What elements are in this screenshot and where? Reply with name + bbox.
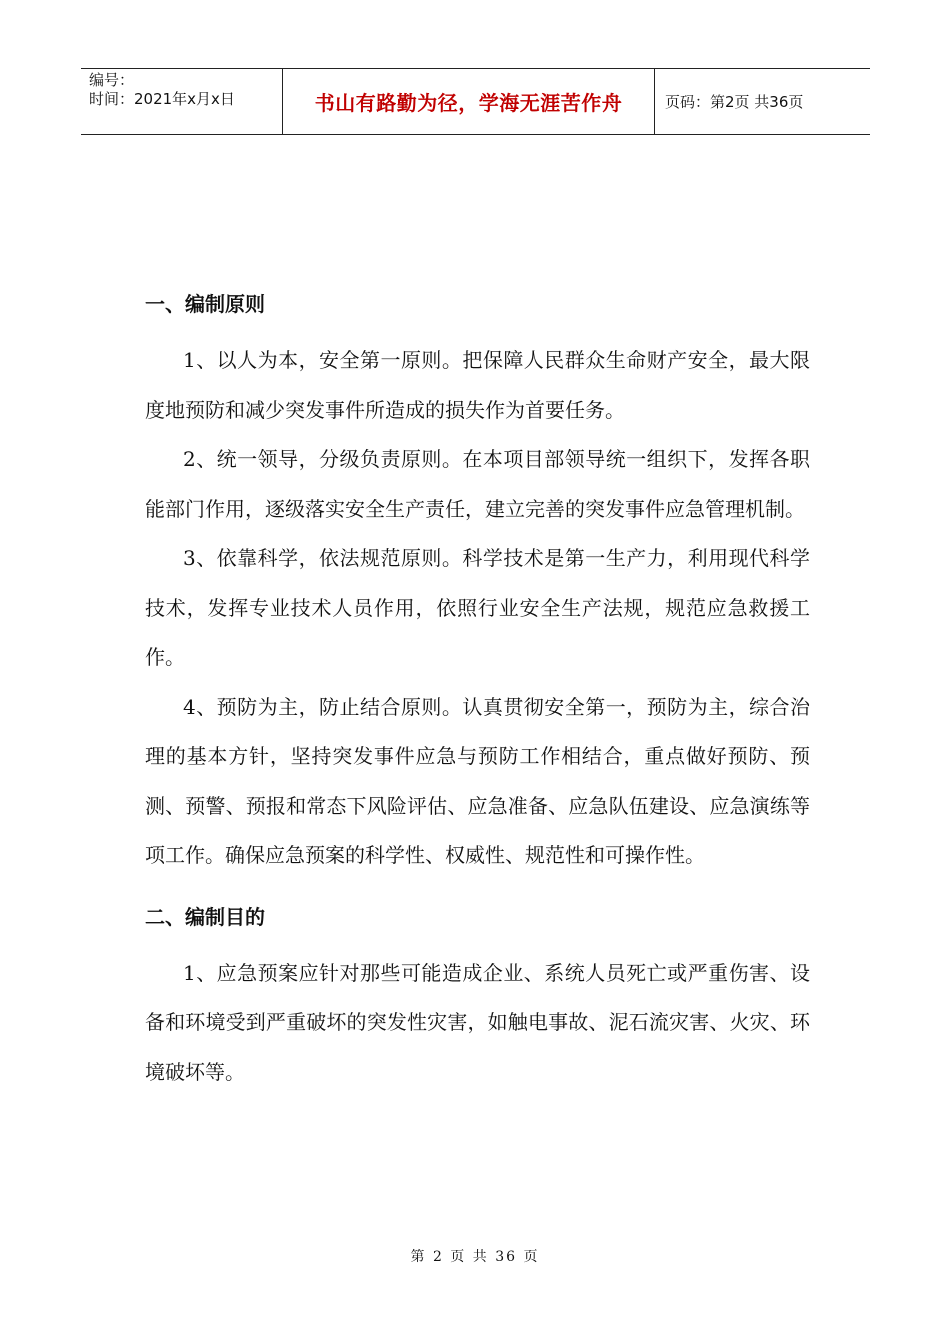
header-meta [81,69,283,134]
page-footer: 第 2 页 共 36 页 [410,1249,540,1265]
document-body [145,280,810,1097]
document-number-label: 编号： [89,71,135,89]
section-title: 一、编制原则 [145,292,265,316]
document-date: 时间：2021年x月x日 [89,90,235,108]
page-header [81,68,870,135]
paragraph: 1、应急预案应针对那些可能造成企业、系统人员死亡或严重伤害、设备和环境受到严重破坏的突发性灾害，如触电事故、泥石流灾害、火灾、环境破坏等。 [145,960,810,1084]
paragraph: 2、统一领导，分级负责原则。在本项目部领导统一组织下，发挥各职能部门作用，逐级落实安全生产责任，建立完善的突发事件应急管理机制。 [145,447,810,521]
section-title: 二、编制目的 [145,904,265,929]
header-page-info: 页码：第2页 共36页 [665,93,804,111]
paragraph: 4、预防为主，防止结合原则。认真贯彻安全第一，预防为主，综合治理的基本方针，坚持突发事件应急与预防工作相结合，重点做好预防、预测、预警、预报和常态下风险评估、应急准备、应急队伍建设、应急演练等项工作。确保应急预案的科学性、权威性、规范性和可操作性。 [145,694,810,867]
paragraph: 1、以人为本，安全第一原则。把保障人民群众生命财产安全，最大限度地预防和减少突发事件所造成的损失作为首要任务。 [145,348,810,422]
paragraph: 3、依靠科学，依法规范原则。科学技术是第一生产力，利用现代科学技术，发挥专业技术人员作用，依照行业安全生产法规，规范应急救援工作。 [145,546,810,669]
header-motto: 书山有路勤为径，学海无涯苦作舟 [283,69,655,134]
